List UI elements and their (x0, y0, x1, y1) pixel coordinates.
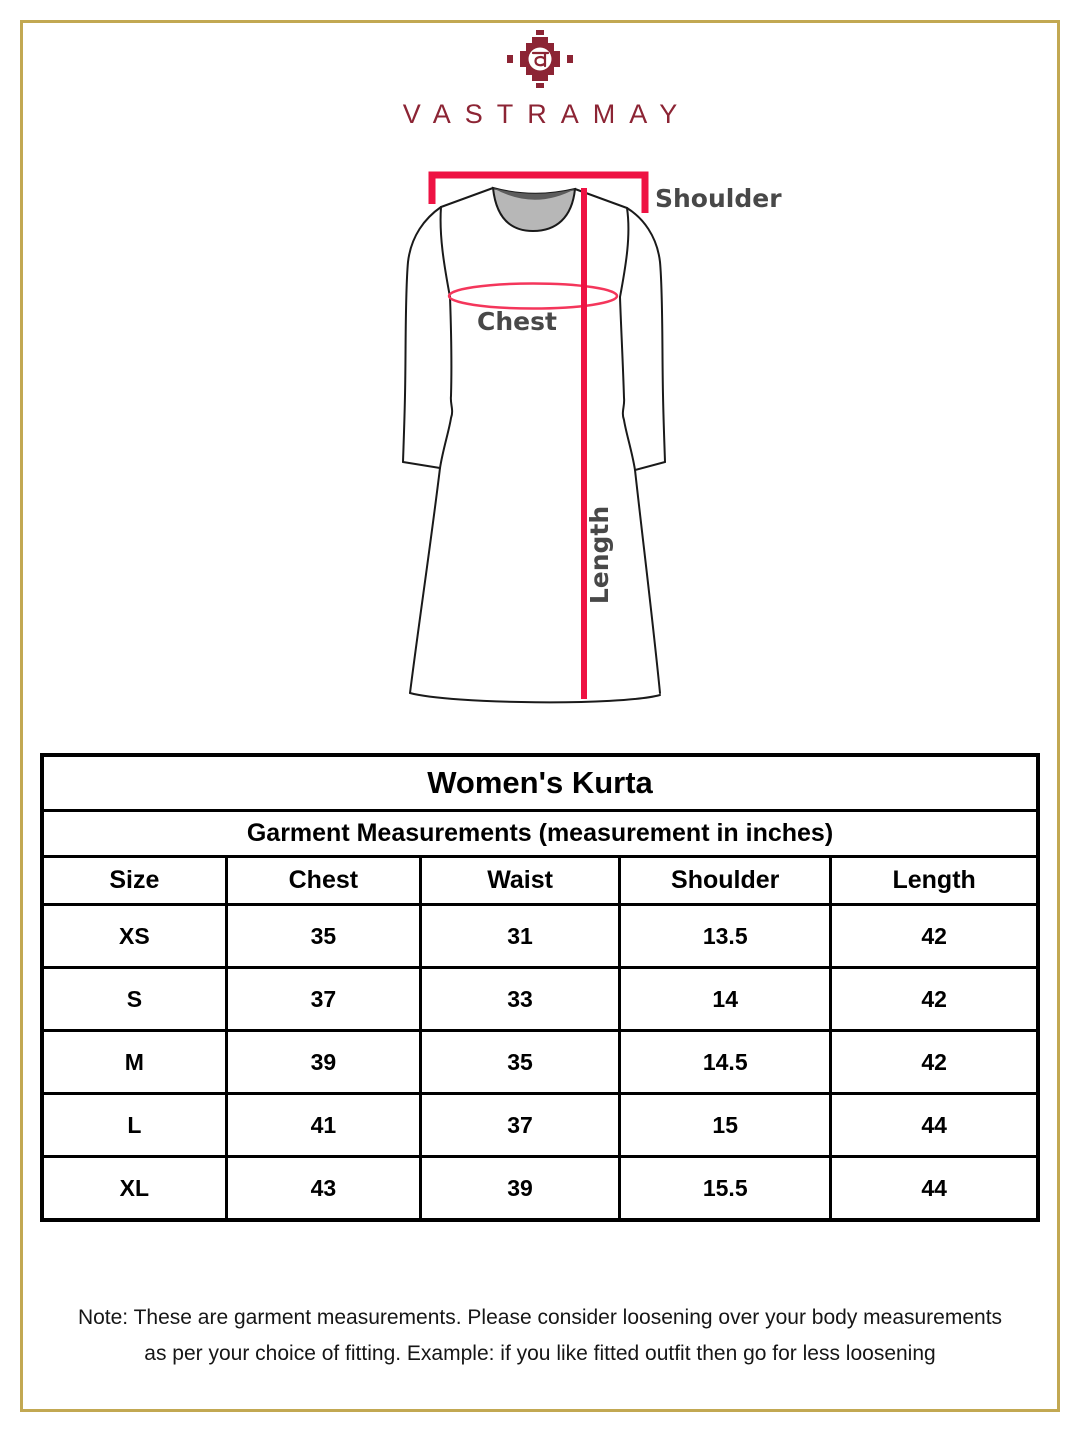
kurta-measurement-diagram (390, 150, 790, 715)
cell-size: XS (42, 905, 226, 968)
brand-header (0, 30, 1080, 130)
note-line-1: Note: These are garment measurements. Please consider loosening over your body measurements (77, 1306, 1003, 1329)
brand-mark (507, 30, 573, 95)
size-row-m (42, 1031, 1038, 1094)
cell-chest: 43 (226, 1157, 420, 1221)
table-header-row (42, 857, 1038, 905)
cell-shoulder: 13.5 (620, 905, 831, 968)
column-header-size: Size (42, 857, 226, 905)
cell-length: 44 (831, 1157, 1038, 1221)
cell-chest: 37 (226, 968, 420, 1031)
kurta-body-outline (403, 188, 665, 702)
cell-size: L (42, 1094, 226, 1157)
cell-waist: 35 (420, 1031, 619, 1094)
cell-chest: 39 (226, 1031, 420, 1094)
table-title: Women's Kurta (42, 755, 1038, 811)
cell-shoulder: 14.5 (620, 1031, 831, 1094)
cell-size: M (42, 1031, 226, 1094)
cell-size: XL (42, 1157, 226, 1221)
cell-chest: 35 (226, 905, 420, 968)
note-line-2: as per your choice of fitting. Example: if you like fitted outfit then go for less loosening (144, 1342, 936, 1365)
chest-ellipse (449, 284, 617, 309)
cell-chest: 41 (226, 1094, 420, 1157)
column-header-waist: Waist (420, 857, 619, 905)
column-header-length: Length (831, 857, 1038, 905)
cell-size: S (42, 968, 226, 1031)
cell-waist: 39 (420, 1157, 619, 1221)
column-header-shoulder: Shoulder (620, 857, 831, 905)
measurement-note (40, 1300, 1040, 1372)
cell-length: 42 (831, 1031, 1038, 1094)
cell-shoulder: 14 (620, 968, 831, 1031)
size-row-xl (42, 1157, 1038, 1221)
kurta-outline-drawing (390, 150, 790, 715)
cell-length: 44 (831, 1094, 1038, 1157)
size-row-s (42, 968, 1038, 1031)
chest-label: Chest (477, 307, 557, 336)
table-subtitle-row (42, 811, 1038, 857)
column-header-chest: Chest (226, 857, 420, 905)
cell-shoulder: 15 (620, 1094, 831, 1157)
table-title-row (42, 755, 1038, 811)
cell-waist: 31 (420, 905, 619, 968)
shoulder-label: Shoulder (655, 184, 782, 213)
cell-length: 42 (831, 905, 1038, 968)
brand-name: VASTRAMAY (402, 99, 692, 129)
table-subtitle: Garment Measurements (measurement in inches) (42, 811, 1038, 857)
size-row-xs (42, 905, 1038, 968)
size-chart-table (40, 753, 1040, 1222)
cell-length: 42 (831, 968, 1038, 1031)
cell-waist: 37 (420, 1094, 619, 1157)
cell-shoulder: 15.5 (620, 1157, 831, 1221)
size-row-l (42, 1094, 1038, 1157)
length-label: Length (585, 505, 614, 605)
cell-waist: 33 (420, 968, 619, 1031)
vastramay-emblem-icon (507, 30, 573, 90)
